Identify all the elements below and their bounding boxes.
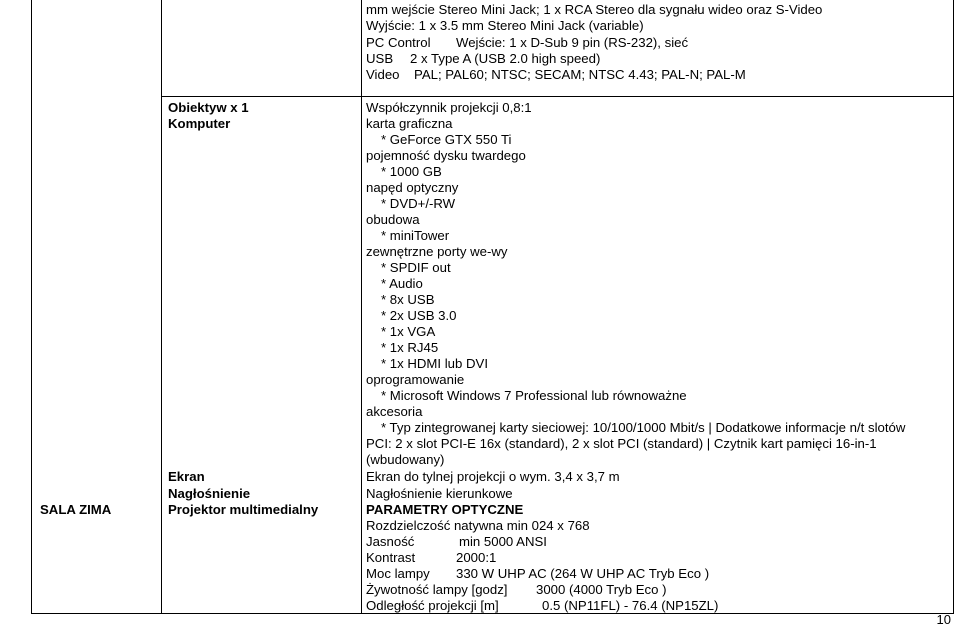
video-label: Video (366, 67, 400, 82)
obiektyw-label: Obiektyw x 1 (168, 100, 249, 115)
komputer-line: zewnętrzne porty we-wy (366, 244, 508, 259)
video-value: PAL; PAL60; NTSC; SECAM; NTSC 4.43; PAL-N; PAL-M (414, 67, 746, 82)
param-value: 330 W UHP AC (264 W UHP AC Tryb Eco ) (456, 566, 710, 581)
projektor-line (366, 550, 496, 566)
param-value: 2000:1 (456, 550, 497, 565)
komputer-line: napęd optyczny (366, 180, 459, 195)
komputer-line: * 8x USB (381, 292, 435, 307)
table-border-left (31, 0, 32, 613)
komputer-line: * 1x HDMI lub DVI (381, 356, 488, 371)
projektor-label: Projektor multimedialny (168, 502, 319, 517)
komputer-line: oprogramowanie (366, 372, 465, 387)
komputer-line: (wbudowany) (366, 452, 445, 467)
top-line-1: mm wejście Stereo Mini Jack; 1 x RCA Stereo dla sygnału wideo oraz S-Video (366, 2, 823, 17)
table-border-col3 (361, 0, 362, 613)
komputer-line: akcesoria (366, 404, 423, 419)
naglosnienie-label: Nagłośnienie (168, 486, 251, 501)
ekran-label: Ekran (168, 469, 205, 484)
projektor-line (366, 566, 709, 582)
komputer-line: * SPDIF out (381, 260, 451, 275)
param-label: Moc lampy (366, 566, 430, 581)
komputer-line: PCI: 2 x slot PCI-E 16x (standard), 2 x slot PCI (standard) | Czytnik kart pamięci 16-in-1 (366, 436, 877, 451)
pc-control-value: Wejście: 1 x D-Sub 9 pin (RS-232), sieć (456, 35, 689, 50)
projektor-line (366, 582, 666, 598)
projektor-line (366, 598, 718, 614)
komputer-line: karta graficzna (366, 116, 453, 131)
komputer-line: * GeForce GTX 550 Ti (381, 132, 512, 147)
komputer-label: Komputer (168, 116, 231, 131)
komputer-line: * 2x USB 3.0 (381, 308, 457, 323)
komputer-line: * 1x RJ45 (381, 340, 439, 355)
top-line-2: Wyjście: 1 x 3.5 mm Stereo Mini Jack (variable) (366, 18, 644, 33)
param-value: 0.5 (NP11FL) - 76.4 (NP15ZL) (542, 598, 719, 613)
komputer-line: * DVD+/-RW (381, 196, 456, 211)
komputer-line: * miniTower (381, 228, 450, 243)
param-value: 3000 (4000 Tryb Eco ) (536, 582, 667, 597)
usb-label: USB (366, 51, 394, 66)
komputer-line: obudowa (366, 212, 420, 227)
obiektyw-value: Współczynnik projekcji 0,8:1 (366, 100, 532, 115)
komputer-line: pojemność dysku twardego (366, 148, 526, 163)
komputer-line: * Typ zintegrowanej karty sieciowej: 10/100/1000 Mbit/s | Dodatkowe informacje n/t slotów (381, 420, 906, 435)
ekran-value: Ekran do tylnej projekcji o wym. 3,4 x 3,7 m (366, 469, 620, 484)
komputer-line: * 1000 GB (381, 164, 442, 179)
table-border-col2 (161, 0, 162, 613)
param-label: Żywotność lampy [godz] (366, 582, 508, 597)
projektor-line: Rozdzielczość natywna min 024 x 768 (366, 518, 590, 533)
top-line-3 (366, 35, 688, 51)
param-label: Kontrast (366, 550, 416, 565)
komputer-line: * Microsoft Windows 7 Professional lub równoważne (381, 388, 687, 403)
param-label: Jasność (366, 534, 415, 549)
pc-control-label: PC Control (366, 35, 431, 50)
komputer-line: * 1x VGA (381, 324, 436, 339)
projektor-heading: PARAMETRY OPTYCZNE (366, 502, 524, 517)
table-border-right (953, 0, 954, 613)
usb-value: 2 x Type A (USB 2.0 high speed) (410, 51, 601, 66)
page-number: 10 (936, 612, 951, 627)
komputer-line: * Audio (381, 276, 423, 291)
table-row-divider (161, 96, 954, 97)
projektor-line (366, 534, 547, 550)
naglosnienie-value: Nagłośnienie kierunkowe (366, 486, 513, 501)
param-label: Odległość projekcji [m] (366, 598, 499, 613)
top-line-4 (366, 51, 600, 67)
param-value: min 5000 ANSI (459, 534, 547, 549)
sala-label: SALA ZIMA (40, 502, 112, 517)
top-line-5 (366, 67, 746, 83)
